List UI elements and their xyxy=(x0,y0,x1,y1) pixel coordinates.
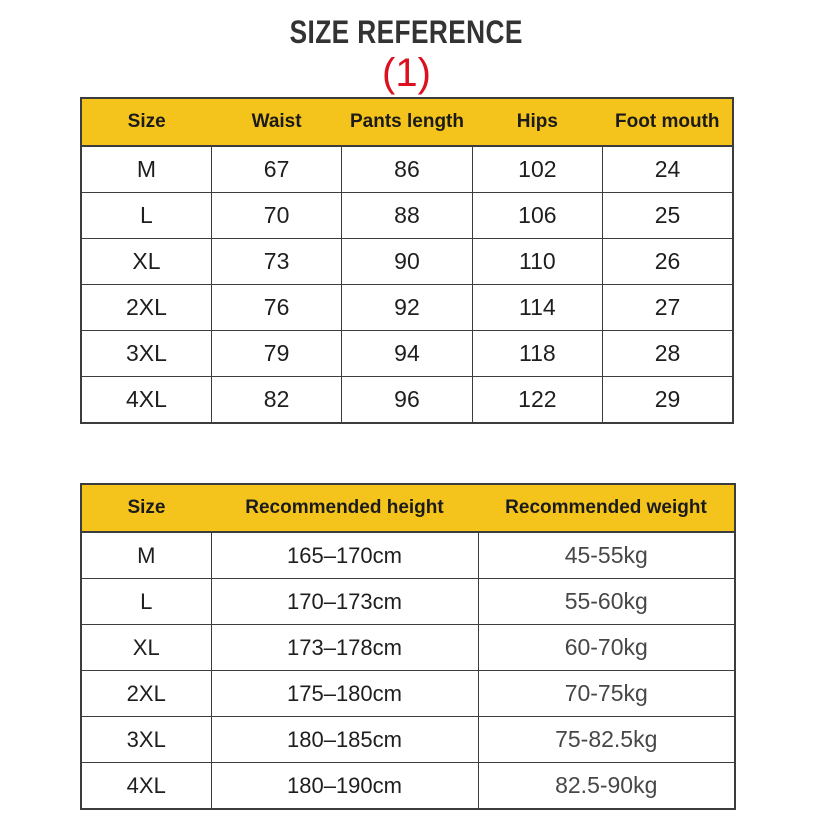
size-cell: M xyxy=(81,532,211,579)
hips-cell: 122 xyxy=(472,377,602,424)
weight-cell: 55-60kg xyxy=(478,579,735,625)
header-hips: Hips xyxy=(472,98,602,146)
height-cell: 173–178cm xyxy=(211,625,478,671)
size-cell: 2XL xyxy=(81,285,211,331)
waist-cell: 76 xyxy=(211,285,341,331)
waist-cell: 82 xyxy=(211,377,341,424)
header-size: Size xyxy=(81,98,211,146)
size-cell: 3XL xyxy=(81,331,211,377)
height-cell: 165–170cm xyxy=(211,532,478,579)
table-row xyxy=(81,285,733,331)
foot-mouth-cell: 24 xyxy=(603,146,733,193)
size-cell: L xyxy=(81,193,211,239)
foot-mouth-cell: 28 xyxy=(603,331,733,377)
height-cell: 180–190cm xyxy=(211,763,478,810)
foot-mouth-cell: 26 xyxy=(603,239,733,285)
header-waist: Waist xyxy=(211,98,341,146)
size-cell: XL xyxy=(81,625,211,671)
weight-cell: 82.5-90kg xyxy=(478,763,735,810)
measurements-table-body xyxy=(81,146,733,423)
size-cell: 4XL xyxy=(81,377,211,424)
pants-length-cell: 92 xyxy=(342,285,472,331)
size-cell: 4XL xyxy=(81,763,211,810)
height-cell: 175–180cm xyxy=(211,671,478,717)
waist-cell: 73 xyxy=(211,239,341,285)
table-row xyxy=(81,763,735,810)
weight-cell: 75-82.5kg xyxy=(478,717,735,763)
hips-cell: 118 xyxy=(472,331,602,377)
height-cell: 180–185cm xyxy=(211,717,478,763)
hips-cell: 102 xyxy=(472,146,602,193)
table-row xyxy=(81,193,733,239)
table-row xyxy=(81,579,735,625)
weight-cell: 60-70kg xyxy=(478,625,735,671)
header-row xyxy=(81,98,733,146)
foot-mouth-cell: 29 xyxy=(603,377,733,424)
title-wrap xyxy=(0,14,813,51)
table-row xyxy=(81,331,733,377)
table-row xyxy=(81,532,735,579)
height-weight-table-header xyxy=(81,484,735,532)
hips-cell: 110 xyxy=(472,239,602,285)
table-row xyxy=(81,625,735,671)
table-row xyxy=(81,717,735,763)
foot-mouth-cell: 27 xyxy=(603,285,733,331)
measurements-table-header xyxy=(81,98,733,146)
pants-length-cell: 86 xyxy=(342,146,472,193)
page-title: SIZE REFERENCE xyxy=(289,14,524,50)
header-recommended-height: Recommended height xyxy=(211,484,478,532)
table-row xyxy=(81,239,733,285)
height-weight-table xyxy=(80,483,736,810)
foot-mouth-cell: 25 xyxy=(603,193,733,239)
waist-cell: 67 xyxy=(211,146,341,193)
size-cell: M xyxy=(81,146,211,193)
weight-cell: 70-75kg xyxy=(478,671,735,717)
hips-cell: 106 xyxy=(472,193,602,239)
waist-cell: 79 xyxy=(211,331,341,377)
size-cell: 3XL xyxy=(81,717,211,763)
weight-cell: 45-55kg xyxy=(478,532,735,579)
pants-length-cell: 96 xyxy=(342,377,472,424)
header-pants-length: Pants length xyxy=(342,98,472,146)
header-size: Size xyxy=(81,484,211,532)
header-foot-mouth: Foot mouth xyxy=(603,98,733,146)
height-cell: 170–173cm xyxy=(211,579,478,625)
table-row xyxy=(81,146,733,193)
waist-cell: 70 xyxy=(211,193,341,239)
pants-length-cell: 94 xyxy=(342,331,472,377)
size-cell: L xyxy=(81,579,211,625)
height-weight-table-body xyxy=(81,532,735,809)
pants-length-cell: 90 xyxy=(342,239,472,285)
hips-cell: 114 xyxy=(472,285,602,331)
pants-length-cell: 88 xyxy=(342,193,472,239)
measurements-table xyxy=(80,97,734,424)
size-cell: 2XL xyxy=(81,671,211,717)
table-row xyxy=(81,671,735,717)
table-row xyxy=(81,377,733,424)
size-cell: XL xyxy=(81,239,211,285)
figure-number: (1) xyxy=(382,51,431,95)
header-row xyxy=(81,484,735,532)
header-recommended-weight: Recommended weight xyxy=(478,484,735,532)
